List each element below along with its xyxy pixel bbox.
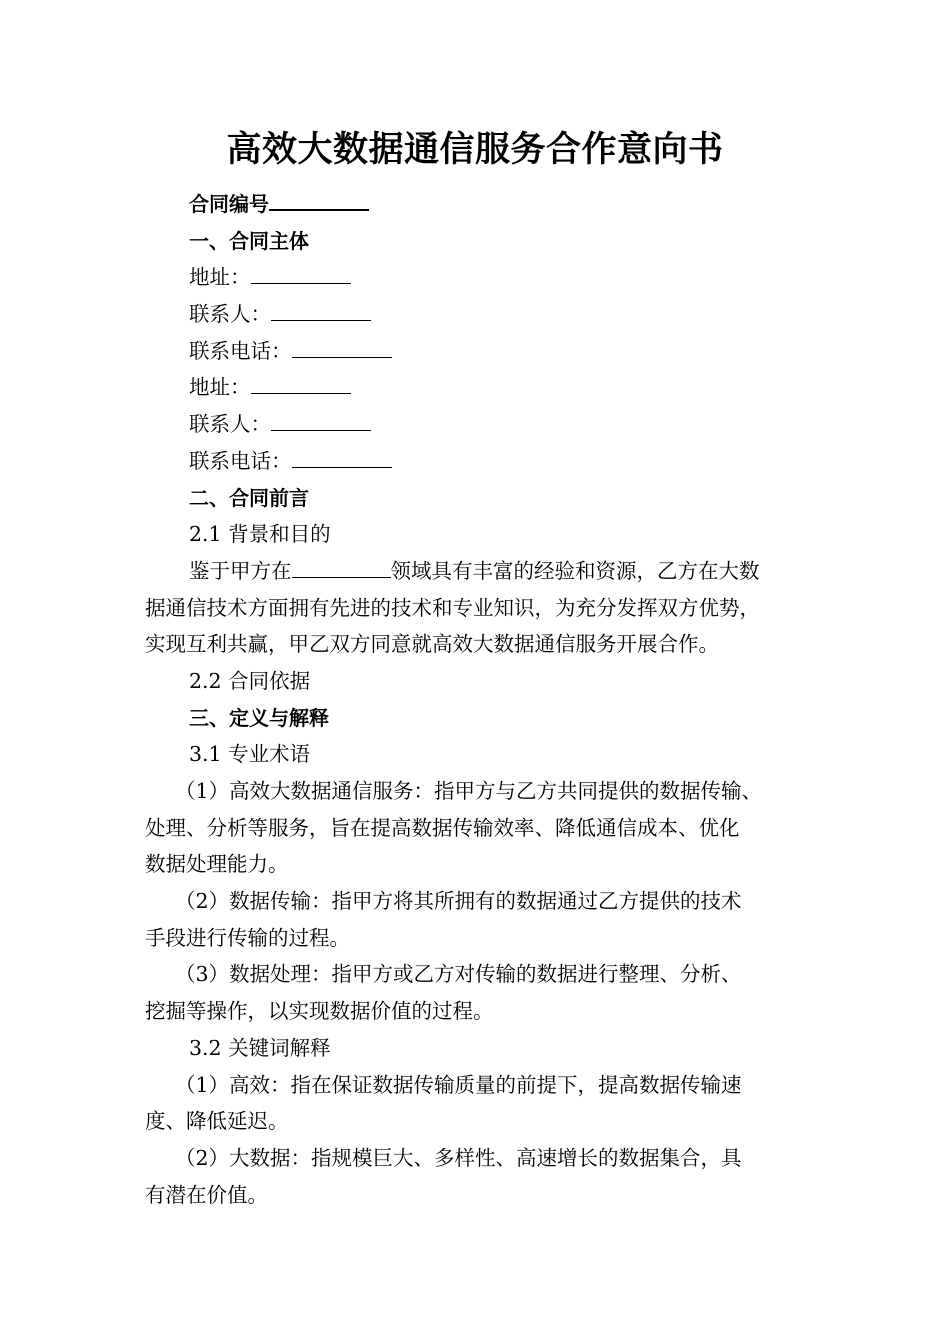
keyword-1-line: 度、降低延迟。 [145,1109,289,1134]
paragraph-text: 领域具有丰富的经验和资源，乙方在大数 [390,558,760,583]
keyword-1-line: （1）高效：指在保证数据传输质量的前提下，提高数据传输速 [175,1072,742,1097]
section-3-heading: 三、定义与解释 [189,705,329,730]
contract-number-label: 合同编号 [189,192,269,216]
section-1-heading: 一、合同主体 [189,228,309,253]
term-3-line: （3）数据处理：指甲方或乙方对传输的数据进行整理、分析、 [175,962,742,987]
document-body [145,186,810,1213]
contact-blank[interactable] [271,320,371,321]
paragraph-line: 实现互利共赢，甲乙双方同意就高效大数据通信服务开展合作。 [145,632,719,657]
paragraph-line: 据通信技术方面拥有先进的技术和专业知识，为充分发挥双方优势， [145,595,760,620]
party-a-address-line [145,259,810,296]
phone-label: 联系电话： [189,338,292,363]
paragraph-line [145,553,810,590]
document-title: 高效大数据通信服务合作意向书 [226,130,724,170]
party-a-contact-line [145,296,810,333]
contract-number-line [145,186,810,223]
term-1-line: （1）高效大数据通信服务：指甲方与乙方共同提供的数据传输、 [175,779,763,803]
address-label: 地址： [189,265,251,290]
subsection-2-2: 2.2 合同依据 [189,668,311,693]
subsection-2-1: 2.1 背景和目的 [189,522,331,547]
keyword-2-line: 有潜在价值。 [145,1182,268,1207]
subsection-3-1: 3.1 专业术语 [189,742,311,767]
domain-blank[interactable] [292,577,391,578]
party-b-contact-line [145,406,810,443]
address-blank[interactable] [251,393,351,394]
contact-label: 联系人： [189,302,271,327]
phone-label: 联系电话： [189,448,292,473]
party-b-phone-line [145,443,810,480]
term-3-line: 挖掘等操作，以实现数据价值的过程。 [145,999,494,1024]
address-blank[interactable] [251,283,351,284]
section-2-heading: 二、合同前言 [189,485,309,510]
contact-blank[interactable] [271,430,371,431]
term-2-line: 手段进行传输的过程。 [145,925,350,950]
keyword-2-line: （2）大数据：指规模巨大、多样性、高速增长的数据集合，具 [175,1145,742,1170]
phone-blank[interactable] [292,467,392,468]
paragraph-text: 鉴于甲方在 [189,558,292,583]
address-label: 地址： [189,375,251,400]
party-a-phone-line [145,333,810,370]
term-1-line: 处理、分析等服务，旨在提高数据传输效率、降低通信成本、优化 [145,815,740,840]
contact-label: 联系人： [189,412,271,437]
subsection-3-2: 3.2 关键词解释 [189,1035,331,1060]
phone-blank[interactable] [292,357,392,358]
party-b-address-line [145,369,810,406]
term-1-line: 数据处理能力。 [145,852,289,877]
contract-number-blank[interactable] [269,209,369,211]
term-2-line: （2）数据传输：指甲方将其所拥有的数据通过乙方提供的技术 [175,889,742,914]
